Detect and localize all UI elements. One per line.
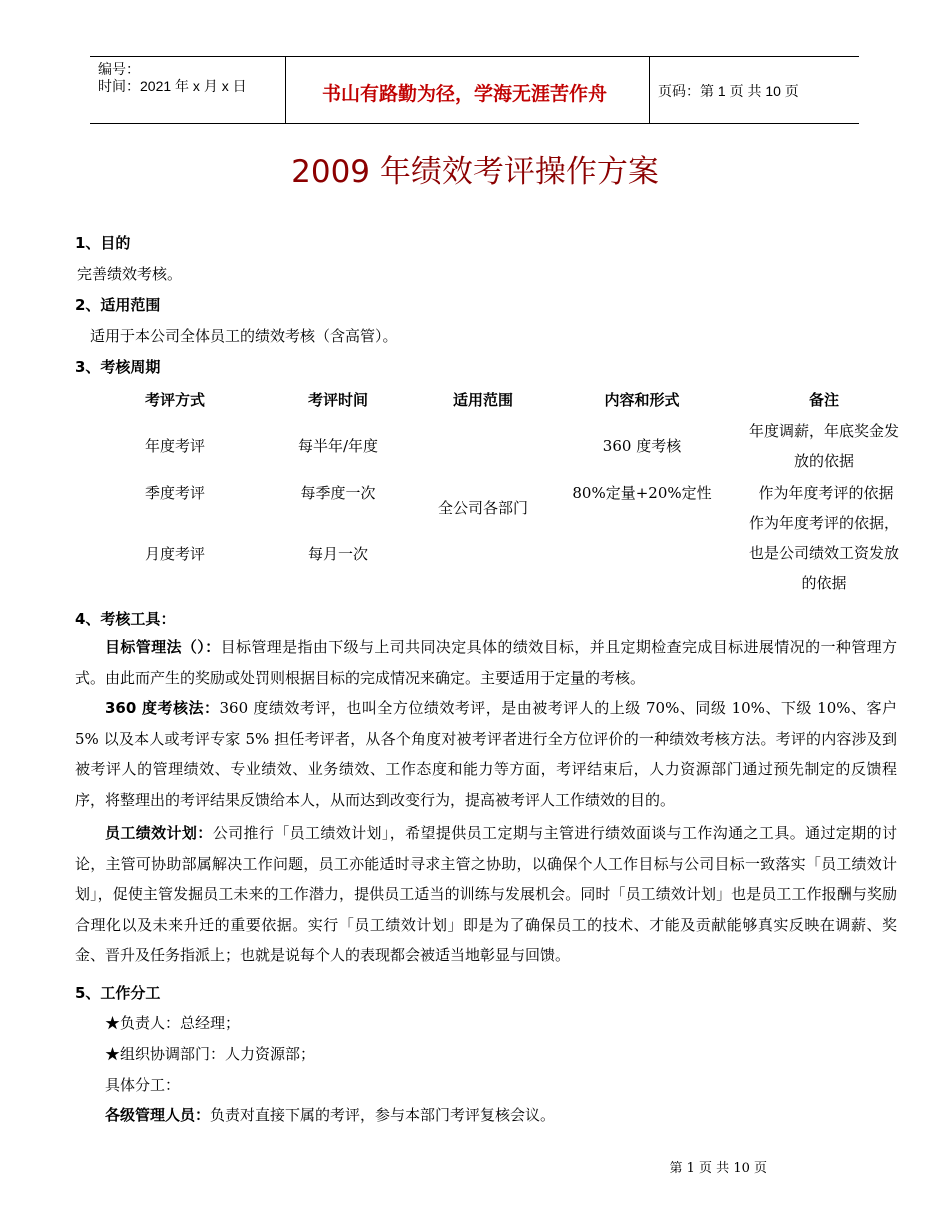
table-cell-note: 年度调薪，年底奖金发放的依据 bbox=[748, 422, 899, 470]
duty-text: 负责对直接下属的考评，参与本部门考评复核会议。 bbox=[210, 1106, 556, 1124]
section-heading: 4、考核工具： bbox=[75, 610, 176, 628]
table-cell-note: 作为年度考评的依据，也是公司绩效工资发放的依据 bbox=[748, 514, 899, 592]
duty-line: ★组织协调部门：人力资源部； bbox=[105, 1045, 316, 1063]
page-header bbox=[90, 56, 859, 124]
section-heading: 5、工作分工 bbox=[75, 984, 161, 1002]
table-header-cell: 考评时间 bbox=[307, 391, 368, 409]
section-text: 完善绩效考核。 bbox=[77, 265, 183, 283]
page-footer bbox=[0, 1157, 950, 1176]
document-title: 2009 年绩效考评操作方案 bbox=[291, 154, 659, 190]
section-heading: 2、适用范围 bbox=[75, 296, 161, 314]
paragraph-plan bbox=[75, 818, 897, 971]
paragraph-360 bbox=[75, 693, 897, 815]
table-header-cell: 考评方式 bbox=[144, 391, 205, 409]
table-header-cell: 备注 bbox=[808, 391, 839, 409]
section-heading: 1、目的 bbox=[75, 234, 131, 252]
duty-line bbox=[105, 1104, 555, 1125]
header-divider bbox=[285, 57, 286, 123]
table-cell-time: 每季度一次 bbox=[300, 484, 376, 502]
table-cell-time: 每半年/年度 bbox=[297, 437, 379, 455]
paragraph-label: 目标管理法（）： bbox=[105, 638, 221, 656]
table-cell-method: 月度考评 bbox=[144, 545, 205, 563]
header-motto: 书山有路勤为径，学海无涯苦作舟 bbox=[321, 83, 607, 105]
paragraph-label: 员工绩效计划： bbox=[105, 824, 213, 842]
section-text: 适用于本公司全体员工的绩效考核（含高管）。 bbox=[90, 327, 398, 345]
paragraph-text: 公司推行「员工绩效计划」，希望提供员工定期与主管进行绩效面谈与工作沟通之工具。通过定期的讨论，主管可协助部属解决工作问题，员工亦能适时寻求主管之协助，以确保个人工作目标与公司目标一致落实「员工绩效计划」，促使主管发掘员工未来的工作潜力，提供员工适当的训练与发展机会。同时「员工绩效计划」也是员工工作报酬与奖励合理化以及未来升迁的重要依据。实行「员工绩效计划」即是为了确保员工的技术、才能及贡献能够真实反映在调薪、奖金、晋升及任务指派上；也就是说每个人的表现都会被适当地彰显与回馈。 bbox=[75, 824, 897, 964]
paragraph-label: 360 度考核法： bbox=[105, 699, 220, 717]
paragraph-mbo bbox=[75, 632, 897, 693]
table-cell-method: 年度考评 bbox=[144, 437, 205, 455]
header-meta bbox=[98, 61, 247, 95]
table-cell-method: 季度考评 bbox=[144, 484, 205, 502]
duty-line: 具体分工： bbox=[105, 1076, 181, 1094]
table-cell-scope: 全公司各部门 bbox=[437, 499, 528, 517]
table-cell-note: 作为年度考评的依据 bbox=[758, 484, 894, 502]
footer-page-number: 第 1 页 共 10 页 bbox=[669, 1161, 767, 1176]
duty-line: ★负责人：总经理； bbox=[105, 1014, 241, 1032]
header-divider bbox=[649, 57, 650, 123]
table-cell-time: 每月一次 bbox=[307, 545, 368, 563]
header-time: 时间：2021 年 x 月 x 日 bbox=[98, 78, 247, 94]
paragraph-text: 目标管理是指由下级与上司共同决定具体的绩效目标，并且定期检查完成目标进展情况的一种管理方式。由此而产生的奖励或处罚则根据目标的完成情况来确定。主要适用于定量的考核。 bbox=[75, 638, 897, 687]
paragraph-text: 360 度绩效考评，也叫全方位绩效考评，是由被考评人的上级 70%、同级 10%、下级 10%、客户 5% 以及本人或考评专家 5% 担任考评者，从各个角度对被考评者进行全方位评价的一种绩效考核方法。考评的内容涉及到被考评人的管理绩效、专业绩效、业务绩效、工作态度和能力等方面，考评结束后，人力资源部门通过预先制定的反馈程序，将整理出的考评结果反馈给本人，从而达到改变行为，提高被考评人工作绩效的目的。 bbox=[75, 699, 897, 809]
duty-label: 各级管理人员： bbox=[105, 1106, 211, 1124]
section-heading: 3、考核周期 bbox=[75, 358, 161, 376]
table-cell-content: 80%定量+20%定性 bbox=[572, 484, 712, 502]
header-page-info: 页码：第 1 页 共 10 页 bbox=[658, 83, 799, 99]
table-header-cell: 适用范围 bbox=[452, 391, 513, 409]
table-cell-content: 360 度考核 bbox=[602, 437, 682, 455]
table-header-cell: 内容和形式 bbox=[604, 391, 680, 409]
header-number: 编号： bbox=[98, 61, 140, 77]
